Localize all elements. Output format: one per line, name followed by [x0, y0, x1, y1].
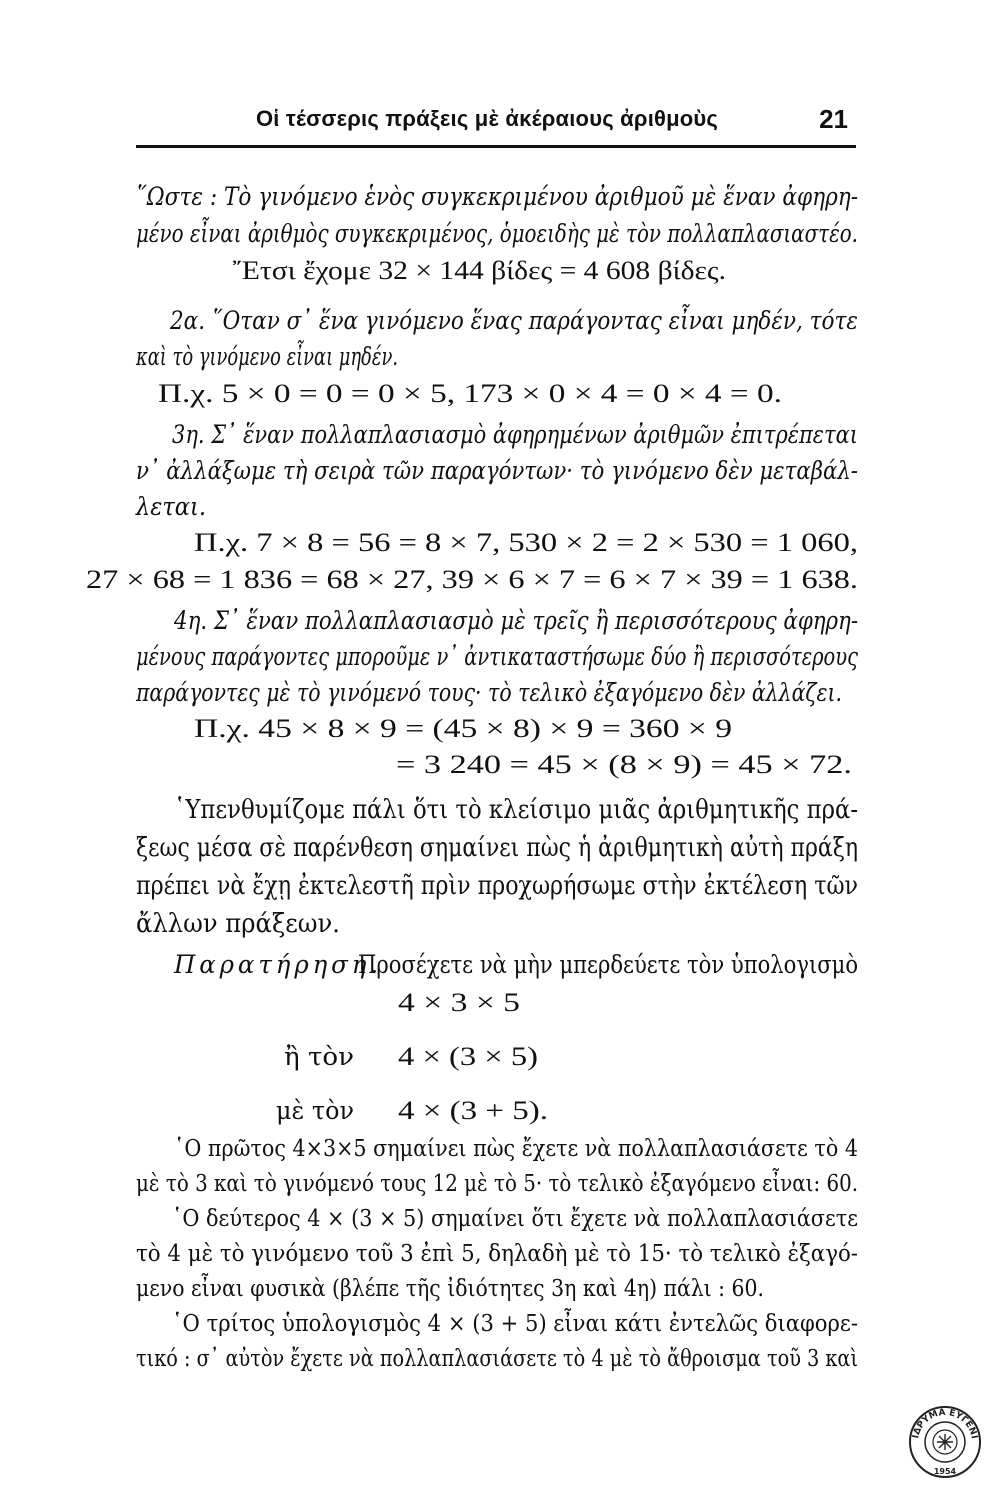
text-line: μὲ τὸν: [276, 1096, 355, 1125]
text-line: τὸ 4 μὲ τὸ γινόμενο τοῦ 3 ἐπὶ 5, δηλαδὴ μὲ τὸ 15· τὸ τελικὸ ἐξαγό-: [136, 1241, 859, 1267]
text-line: Π.χ. 7 × 8 = 56 = 8 × 7, 530 × 2 = 2 × 530 = 1 060,: [194, 528, 859, 557]
text-line: ξεως μέσα σὲ παρένθεση σημαίνει πὼς ἡ ἀριθμητικὴ αὐτὴ πράξη: [136, 833, 859, 863]
svg-text:ΙΔΡΥΜΑ ΕΥΓΕΝΙΔΟΥ: ΙΔΡΥΜΑ ΕΥΓΕΝΙ: [911, 1407, 979, 1440]
text-line: μενο εἶναι φυσικὰ (βλέπε τῆς ἰδιότητες 3η καὶ 4η) πάλι : 60.: [136, 1276, 765, 1302]
text-line: μένο εἶναι ἀριθμὸς συγκεκριμένος, ὁμοειδὴς μὲ τὸν πολλαπλασιαστέο.: [136, 219, 858, 248]
text-line: ἄλλων πράξεων.: [136, 909, 340, 939]
text-line: ἢ τὸν: [284, 1042, 354, 1071]
text-line: Π.χ. 5 × 0 = 0 = 0 × 5, 173 × 0 × 4 = 0 × 4 = 0.: [158, 379, 782, 408]
text-line: 4η. Σ᾽ ἕναν πολλαπλασιασμὸ μὲ τρεῖς ἢ περισσότερους ἀφηρη-: [174, 606, 859, 635]
running-header-title: Οἱ τέσσερις πράξεις μὲ ἀκέραιους ἀριθμοὺς: [256, 106, 719, 131]
text-line: μὲ τὸ 3 καὶ τὸ γινόμενό τους 12 μὲ τὸ 5· τὸ τελικὸ ἐξαγόμενο εἶναι: 60.: [136, 1171, 859, 1197]
text-line: ῞Ωστε : Τὸ γινόμενο ἑνὸς συγκεκριμένου ἀριθμοῦ μὲ ἕναν ἀφηρη-: [136, 182, 859, 211]
text-line: τικό : σ᾽ αὐτὸν ἔχετε νὰ πολλαπλασιάσετε τὸ 4 μὲ τὸ ἄθροισμα τοῦ 3 καὶ: [136, 1346, 858, 1372]
header-rule: [136, 145, 856, 148]
text-line: μένους παράγοντες μποροῦμε ν᾽ ἀντικαταστήσωμε δύο ἢ περισσότερους: [136, 642, 858, 671]
text-line: παράγοντες μὲ τὸ γινόμενό τους· τὸ τελικὸ ἐξαγόμενο δὲν ἀλλάζει.: [136, 678, 842, 707]
svg-text:1954: 1954: [933, 1467, 957, 1476]
text-line: 2α. ῞Οταν σ᾽ ἕνα γινόμενο ἕνας παράγοντας εἶναι μηδέν, τότε: [170, 306, 858, 335]
formula: 4 × (3 × 5): [398, 1042, 538, 1071]
text-line: 27 × 68 = 1 836 = 68 × 27, 39 × 6 × 7 = 6 × 7 × 39 = 1 638.: [86, 565, 859, 594]
running-header: [136, 102, 856, 142]
text-line: καὶ τὸ γινόμενο εἶναι μηδέν.: [136, 342, 399, 371]
text-line: ν᾽ ἀλλάξωμε τὴ σειρὰ τῶν παραγόντων· τὸ γινόμενο δὲν μεταβάλ-: [136, 456, 858, 485]
text-line: λεται.: [136, 492, 206, 521]
text-line: ῾Υπενθυμίζομε πάλι ὅτι τὸ κλείσιμο μιᾶς ἀριθμητικῆς πρά-: [174, 795, 859, 825]
text-line: Προσέχετε νὰ μὴν μπερδεύετε τὸν ὑπολογισμὸ: [358, 950, 859, 979]
page-number: 21: [819, 104, 848, 134]
text-line: 3η. Σ᾽ ἕναν πολλαπλασιασμὸ ἀφηρημένων ἀριθμῶν ἐπιτρέπεται: [172, 420, 859, 449]
remark-label: Παρατήρηση.: [174, 950, 383, 979]
text-line: = 3 240 = 45 × (8 × 9) = 45 × 72.: [396, 750, 853, 779]
formula: 4 × 3 × 5: [398, 988, 521, 1017]
text-line: ῎Ετσι ἔχομε 32 × 144 βίδες = 4 608 βίδες.: [232, 256, 727, 285]
stamp-seal-icon: [906, 1402, 984, 1480]
foundation-stamp: [906, 1402, 984, 1480]
text-line: ῾Ο τρίτος ὑπολογισμὸς 4 × (3 + 5) εἶναι κάτι ἐντελῶς διαφορε-: [172, 1311, 858, 1337]
text-line: Π.χ. 45 × 8 × 9 = (45 × 8) × 9 = 360 × 9: [194, 714, 732, 743]
formula: 4 × (3 + 5).: [398, 1096, 548, 1125]
text-line: ῾Ο δεύτερος 4 × (3 × 5) σημαίνει ὅτι ἔχετε νὰ πολλαπλασιάσετε: [172, 1206, 858, 1232]
text-line: ῾Ο πρῶτος 4×3×5 σημαίνει πὼς ἔχετε νὰ πολλαπλασιάσετε τὸ 4: [174, 1136, 859, 1162]
text-line: πρέπει νὰ ἔχῃ ἐκτελεστῆ πρὶν προχωρήσωμε στὴν ἐκτέλεση τῶν: [136, 871, 859, 901]
